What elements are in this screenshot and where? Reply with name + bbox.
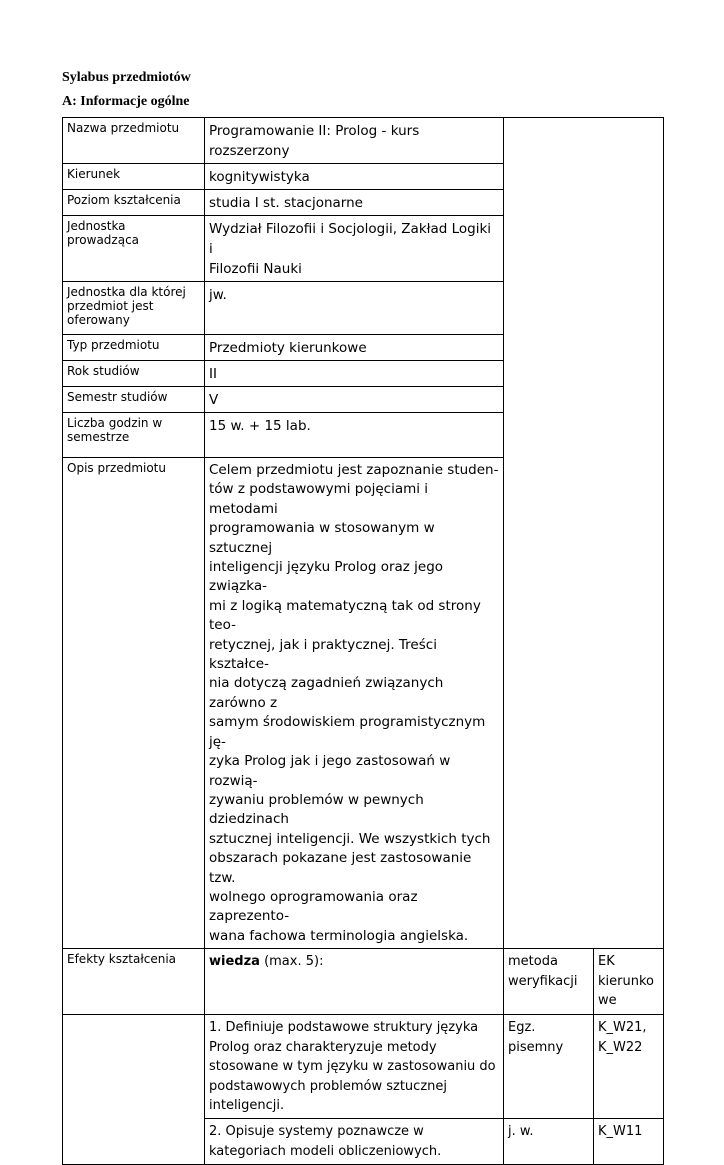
label-field: Kierunek xyxy=(63,164,205,190)
empty-side-cell xyxy=(504,118,664,949)
outcome-text: 2. Opisuje systemy poznawcze w kategoriach modeli obliczeniowych. xyxy=(205,1119,504,1165)
value-type: Przedmioty kierunkowe xyxy=(205,335,504,361)
label-offering-unit: Jednostka dla której przedmiot jest oferowany xyxy=(63,282,205,335)
value-description: Celem przedmiotu jest zapoznanie studen- tów z podstawowymi pojęciami i metodami programowania w stosowanym w sztucznej inteligencji języku Prolog oraz jego związka- mi z logiką matematyczną tak od strony teo- retycznej, jak i praktycznej. Treści kształce- nia dotyczą zagadnień związanych zarówno z samym środowiskiem programistycznym ję- zyka Prolog jak i jego zastosowań w rozwią- zywaniu problemów w pewnych dziedzinach sztucznej inteligencji. We wszystkich tych obszarach pokazane jest zastosowanie tzw. wolnego oprogramowania oraz zaprezento- wana fachowa terminologia angielska. xyxy=(205,458,504,949)
table-row xyxy=(63,1015,664,1119)
value-field: kognitywistyka xyxy=(205,164,504,190)
outcome-method: j. w. xyxy=(504,1119,594,1165)
verification-method-header: metoda weryfikacji xyxy=(504,949,594,1015)
label-unit: Jednostka prowadząca xyxy=(63,216,205,282)
empty-label-cell xyxy=(63,1015,205,1165)
label-course-name: Nazwa przedmiotu xyxy=(63,118,205,164)
label-type: Typ przedmiotu xyxy=(63,335,205,361)
value-semester: V xyxy=(205,387,504,413)
knowledge-bold: wiedza xyxy=(209,954,260,970)
section-heading: A: Informacje ogólne xyxy=(62,94,190,109)
outcome-ek: K_W21, K_W22 xyxy=(594,1015,664,1119)
outcome-text: 1. Definiuje podstawowe struktury języka Prolog oraz charakteryzuje metody stosowane w tym języku w zastosowaniu do podstawowych problemów sztucznej inteligencji. xyxy=(205,1015,504,1119)
table-row xyxy=(63,118,664,164)
label-learning-outcomes: Efekty kształcenia xyxy=(63,949,205,1015)
value-unit: Wydział Filozofii i Socjologii, Zakład Logiki i Filozofii Nauki xyxy=(205,216,504,282)
document-title: Sylabus przedmiotów xyxy=(62,70,191,85)
outcome-method: Egz. pisemny xyxy=(504,1015,594,1119)
outcome-ek: K_W11 xyxy=(594,1119,664,1165)
table-row xyxy=(63,949,664,1015)
label-description: Opis przedmiotu xyxy=(63,458,205,949)
label-year: Rok studiów xyxy=(63,361,205,387)
label-level: Poziom kształcenia xyxy=(63,190,205,216)
value-hours: 15 w. + 15 lab. xyxy=(205,413,504,458)
syllabus-table xyxy=(62,117,664,1165)
knowledge-max: (max. 5): xyxy=(259,954,324,970)
label-hours: Liczba godzin w semestrze xyxy=(63,413,205,458)
value-offering-unit: jw. xyxy=(205,282,504,335)
ek-header: EK kierunko we xyxy=(594,949,664,1015)
knowledge-header xyxy=(205,949,504,1015)
value-course-name: Programowanie II: Prolog - kurs rozszerzony xyxy=(205,118,504,164)
value-level: studia I st. stacjonarne xyxy=(205,190,504,216)
label-semester: Semestr studiów xyxy=(63,387,205,413)
value-year: II xyxy=(205,361,504,387)
